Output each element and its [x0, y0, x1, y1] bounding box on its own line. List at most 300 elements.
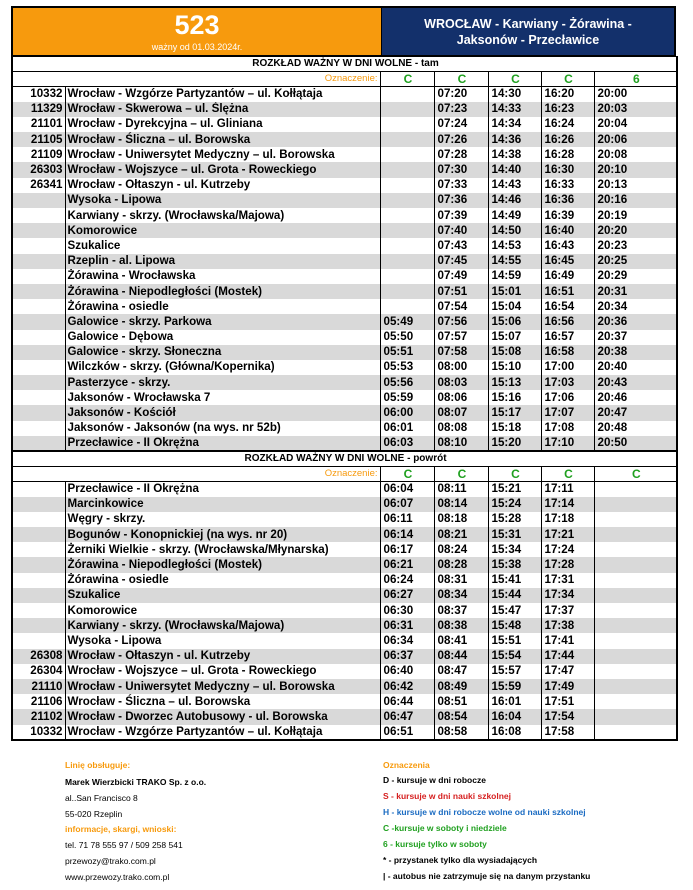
- stop-id: [12, 238, 65, 253]
- departure-time: 20:43: [594, 375, 677, 390]
- stop-id: [12, 390, 65, 405]
- stop-id: 21106: [12, 694, 65, 709]
- stop-name: Pasterzyce - skrzy.: [65, 375, 380, 390]
- departure-time: [594, 512, 677, 527]
- stop-name: Wrocław - Ołtaszyn - ul. Kutrzeby: [65, 649, 380, 664]
- stop-id: 21101: [12, 117, 65, 132]
- departure-time: 08:47: [434, 664, 488, 679]
- legend-item: | - autobus nie zatrzymuje się na danym przystanku: [383, 871, 591, 881]
- table-row: [12, 390, 677, 405]
- departure-time: 15:20: [488, 436, 541, 451]
- table-row: [12, 223, 677, 238]
- return-markers-row: [12, 467, 677, 482]
- departure-time: 16:49: [541, 269, 594, 284]
- legend-item: H - kursuje w dni robocze wolne od nauki szkolnej: [383, 807, 586, 817]
- run-code: C: [594, 467, 677, 482]
- table-row: [12, 633, 677, 648]
- departure-time: [594, 709, 677, 724]
- departure-time: 17:08: [541, 421, 594, 436]
- table-row: [12, 482, 677, 497]
- website-link[interactable]: www.przewozy.trako.com.pl: [65, 872, 170, 882]
- departure-time: [380, 299, 434, 314]
- departure-time: 06:51: [380, 725, 434, 740]
- departure-time: 15:06: [488, 314, 541, 329]
- departure-time: 06:00: [380, 405, 434, 420]
- departure-time: [380, 223, 434, 238]
- departure-time: 06:24: [380, 573, 434, 588]
- departure-time: 17:38: [541, 618, 594, 633]
- departure-time: 08:08: [434, 421, 488, 436]
- departure-time: 20:38: [594, 345, 677, 360]
- company-name: Marek Wierzbicki TRAKO Sp. z o.o.: [65, 777, 207, 787]
- departure-time: 06:14: [380, 527, 434, 542]
- departure-time: 20:16: [594, 193, 677, 208]
- departure-time: 17:37: [541, 603, 594, 618]
- departure-time: 16:45: [541, 254, 594, 269]
- timetable-sheet: [11, 6, 676, 741]
- stop-id: [12, 208, 65, 223]
- departure-time: 16:24: [541, 117, 594, 132]
- departure-time: 20:20: [594, 223, 677, 238]
- table-row: [12, 102, 677, 117]
- departure-time: 17:11: [541, 482, 594, 497]
- table-row: [12, 254, 677, 269]
- stop-name: Żerniki Wielkie - skrzy. (Wrocławska/Młynarska): [65, 542, 380, 557]
- departure-time: 07:36: [434, 193, 488, 208]
- departure-time: 16:28: [541, 147, 594, 162]
- departure-time: 15:47: [488, 603, 541, 618]
- stop-name: Wrocław - Dworzec Autobusowy - ul. Borowska: [65, 709, 380, 724]
- stop-name: Wilczków - skrzy. (Główna/Kopernika): [65, 360, 380, 375]
- departure-time: [380, 238, 434, 253]
- stop-name: Jaksonów - Jaksonów (na wys. nr 52b): [65, 421, 380, 436]
- stop-id: [12, 330, 65, 345]
- departure-time: 05:59: [380, 390, 434, 405]
- departure-time: 08:31: [434, 573, 488, 588]
- departure-time: 08:34: [434, 588, 488, 603]
- stop-name: Wrocław - Dyrekcyjna – ul. Gliniana: [65, 117, 380, 132]
- legend-item: 6 - kursuje tylko w soboty: [383, 839, 487, 849]
- departure-time: [594, 588, 677, 603]
- departure-time: 07:30: [434, 162, 488, 177]
- stop-name: Wrocław - Uniwersytet Medyczny – ul. Borowska: [65, 147, 380, 162]
- stop-name: Wysoka - Lipowa: [65, 193, 380, 208]
- table-row: [12, 269, 677, 284]
- legend-item: S - kursuje w dni nauki szkolnej: [383, 791, 512, 801]
- table-row: [12, 557, 677, 572]
- outbound-title: ROZKŁAD WAŻNY W DNI WOLNE - tam: [12, 57, 677, 72]
- departure-time: 15:18: [488, 421, 541, 436]
- departure-time: 06:04: [380, 482, 434, 497]
- stop-name: Karwiany - skrzy. (Wrocławska/Majowa): [65, 618, 380, 633]
- departure-time: 16:54: [541, 299, 594, 314]
- departure-time: 20:37: [594, 330, 677, 345]
- stop-name: Wrocław - Ślicznа – ul. Borowska: [65, 694, 380, 709]
- departure-time: 20:10: [594, 162, 677, 177]
- departure-time: 06:44: [380, 694, 434, 709]
- stop-name: Wrocław - Ślicznа – ul. Borowska: [65, 132, 380, 147]
- run-code: 6: [594, 72, 677, 87]
- departure-time: 15:21: [488, 482, 541, 497]
- stop-id: [12, 497, 65, 512]
- departure-time: 08:24: [434, 542, 488, 557]
- departure-time: 06:40: [380, 664, 434, 679]
- stop-id: [12, 360, 65, 375]
- table-row: [12, 405, 677, 420]
- departure-time: 07:57: [434, 330, 488, 345]
- departure-time: 06:03: [380, 436, 434, 451]
- departure-time: 17:51: [541, 694, 594, 709]
- departure-time: 08:10: [434, 436, 488, 451]
- run-code: C: [434, 467, 488, 482]
- departure-time: 20:03: [594, 102, 677, 117]
- table-row: [12, 588, 677, 603]
- stop-id: 10332: [12, 87, 65, 102]
- departure-time: 14:43: [488, 178, 541, 193]
- stop-id: [12, 254, 65, 269]
- departure-time: 20:47: [594, 405, 677, 420]
- stop-name: Żórawina - osiedle: [65, 299, 380, 314]
- table-row: [12, 208, 677, 223]
- departure-time: 17:24: [541, 542, 594, 557]
- departure-time: 17:34: [541, 588, 594, 603]
- table-row: [12, 314, 677, 329]
- stop-name: Rzeplin - al. Lipowa: [65, 254, 380, 269]
- departure-time: 16:58: [541, 345, 594, 360]
- return-title: ROZKŁAD WAŻNY W DNI WOLNE - powrót: [12, 451, 677, 467]
- departure-time: 08:58: [434, 725, 488, 740]
- departure-time: [594, 649, 677, 664]
- departure-time: [380, 162, 434, 177]
- departure-time: 17:07: [541, 405, 594, 420]
- departure-time: 16:01: [488, 694, 541, 709]
- departure-time: 07:24: [434, 117, 488, 132]
- departure-time: 15:38: [488, 557, 541, 572]
- stop-id: [12, 603, 65, 618]
- table-row: [12, 679, 677, 694]
- departure-time: 15:10: [488, 360, 541, 375]
- table-row: [12, 542, 677, 557]
- departure-time: 16:33: [541, 178, 594, 193]
- outbound-markers-row: [12, 72, 677, 87]
- table-row: [12, 238, 677, 253]
- stop-id: [12, 284, 65, 299]
- departure-time: 14:53: [488, 238, 541, 253]
- departure-time: 20:04: [594, 117, 677, 132]
- table-row: [12, 603, 677, 618]
- departure-time: 08:41: [434, 633, 488, 648]
- departure-time: 07:26: [434, 132, 488, 147]
- departure-time: 20:23: [594, 238, 677, 253]
- stop-name: Komorowice: [65, 223, 380, 238]
- departure-time: 16:40: [541, 223, 594, 238]
- departure-time: [380, 132, 434, 147]
- departure-time: 14:34: [488, 117, 541, 132]
- stop-name: Jaksonów - Wrocławska 7: [65, 390, 380, 405]
- stop-id: 11329: [12, 102, 65, 117]
- stop-id: [12, 512, 65, 527]
- return-section-title: [12, 451, 677, 467]
- departure-time: 16:23: [541, 102, 594, 117]
- departure-time: 16:56: [541, 314, 594, 329]
- route-title: WROCŁAW - Karwiany - Żórawina - Jaksonów - Przecławice: [382, 8, 674, 55]
- departure-time: 15:48: [488, 618, 541, 633]
- outbound-section-title: [12, 57, 677, 72]
- departure-time: 15:51: [488, 633, 541, 648]
- departure-time: 07:51: [434, 284, 488, 299]
- departure-time: 16:39: [541, 208, 594, 223]
- departure-time: 07:43: [434, 238, 488, 253]
- stop-name: Żórawina - Niepodległości (Mostek): [65, 284, 380, 299]
- stop-id: 21102: [12, 709, 65, 724]
- departure-time: 20:29: [594, 269, 677, 284]
- departure-time: 14:33: [488, 102, 541, 117]
- departure-time: 07:33: [434, 178, 488, 193]
- departure-time: [380, 284, 434, 299]
- departure-time: 07:40: [434, 223, 488, 238]
- stop-name: Żórawina - Wrocławska: [65, 269, 380, 284]
- departure-time: [594, 527, 677, 542]
- departure-time: 20:50: [594, 436, 677, 451]
- departure-time: [380, 178, 434, 193]
- legend-item: D - kursuje w dni robocze: [383, 775, 486, 785]
- departure-time: 05:49: [380, 314, 434, 329]
- departure-time: 08:37: [434, 603, 488, 618]
- run-code: C: [380, 467, 434, 482]
- email-link[interactable]: przewozy@trako.com.pl: [65, 856, 156, 866]
- departure-time: 20:31: [594, 284, 677, 299]
- run-code: C: [434, 72, 488, 87]
- departure-time: 16:08: [488, 725, 541, 740]
- departure-time: 16:36: [541, 193, 594, 208]
- departure-time: [594, 633, 677, 648]
- stop-id: [12, 405, 65, 420]
- stop-name: Węgry - skrzy.: [65, 512, 380, 527]
- stop-name: Wysoka - Lipowa: [65, 633, 380, 648]
- departure-time: 17:54: [541, 709, 594, 724]
- departure-time: [380, 208, 434, 223]
- departure-time: [594, 482, 677, 497]
- departure-time: 15:24: [488, 497, 541, 512]
- departure-time: 20:19: [594, 208, 677, 223]
- departure-time: [380, 102, 434, 117]
- departure-time: 07:23: [434, 102, 488, 117]
- departure-time: 14:36: [488, 132, 541, 147]
- departure-time: 20:40: [594, 360, 677, 375]
- departure-time: 15:41: [488, 573, 541, 588]
- departure-time: 17:47: [541, 664, 594, 679]
- departure-time: 17:03: [541, 375, 594, 390]
- departure-time: [594, 542, 677, 557]
- departure-time: 05:56: [380, 375, 434, 390]
- stop-name: Szukalice: [65, 588, 380, 603]
- departure-time: [594, 557, 677, 572]
- departure-time: 08:06: [434, 390, 488, 405]
- table-row: [12, 87, 677, 102]
- stop-id: [12, 618, 65, 633]
- departure-time: 07:45: [434, 254, 488, 269]
- departure-time: 06:21: [380, 557, 434, 572]
- departure-time: 16:26: [541, 132, 594, 147]
- departure-time: 15:31: [488, 527, 541, 542]
- run-code: C: [541, 72, 594, 87]
- departure-time: [380, 193, 434, 208]
- departure-time: 17:14: [541, 497, 594, 512]
- stop-name: Wrocław - Ołtaszyn - ul. Kutrzeby: [65, 178, 380, 193]
- departure-time: 14:46: [488, 193, 541, 208]
- departure-time: 15:13: [488, 375, 541, 390]
- run-code: C: [541, 467, 594, 482]
- table-row: [12, 694, 677, 709]
- departure-time: 14:50: [488, 223, 541, 238]
- departure-time: 06:31: [380, 618, 434, 633]
- departure-time: 15:57: [488, 664, 541, 679]
- departure-time: 20:00: [594, 87, 677, 102]
- stop-name: Karwiany - skrzy. (Wrocławska/Majowa): [65, 208, 380, 223]
- stop-name: Żórawina - Niepodległości (Mostek): [65, 557, 380, 572]
- stop-id: 26341: [12, 178, 65, 193]
- departure-time: [594, 573, 677, 588]
- stop-id: [12, 482, 65, 497]
- departure-time: 15:44: [488, 588, 541, 603]
- departure-time: 05:51: [380, 345, 434, 360]
- stop-id: 26303: [12, 162, 65, 177]
- stop-id: 26308: [12, 649, 65, 664]
- departure-time: 20:06: [594, 132, 677, 147]
- table-row: [12, 193, 677, 208]
- table-row: [12, 345, 677, 360]
- departure-time: 06:30: [380, 603, 434, 618]
- info-heading: informacje, skargi, wnioski:: [65, 824, 177, 834]
- departure-time: [594, 679, 677, 694]
- departure-time: 17:06: [541, 390, 594, 405]
- valid-from: ważny od 01.03.2024r.: [151, 42, 243, 52]
- line-badge: [13, 8, 382, 55]
- departure-time: 20:48: [594, 421, 677, 436]
- stop-id: 10332: [12, 725, 65, 740]
- departure-time: [380, 117, 434, 132]
- departure-time: 20:46: [594, 390, 677, 405]
- table-row: [12, 527, 677, 542]
- legend-heading: Oznaczenia: [383, 760, 430, 770]
- departure-time: 06:17: [380, 542, 434, 557]
- stop-name: Galowice - skrzy. Parkowa: [65, 314, 380, 329]
- departure-time: 20:34: [594, 299, 677, 314]
- departure-time: 08:11: [434, 482, 488, 497]
- stop-name: Wrocław - Wzgórze Partyzantów – ul. Kołłątaja: [65, 725, 380, 740]
- stop-id: [12, 299, 65, 314]
- stop-name: Galowice - Dębowa: [65, 330, 380, 345]
- departure-time: [380, 269, 434, 284]
- table-row: [12, 725, 677, 740]
- departure-time: 17:28: [541, 557, 594, 572]
- departure-time: 07:39: [434, 208, 488, 223]
- legend-item: * - przystanek tylko dla wysiadających: [383, 855, 538, 865]
- departure-time: 06:01: [380, 421, 434, 436]
- stop-name: Jaksonów - Kościół: [65, 405, 380, 420]
- departure-time: [594, 618, 677, 633]
- stop-name: Galowice - skrzy. Słoneczna: [65, 345, 380, 360]
- stop-id: [12, 527, 65, 542]
- table-row: [12, 330, 677, 345]
- departure-time: 06:34: [380, 633, 434, 648]
- stop-id: 21109: [12, 147, 65, 162]
- departure-time: 14:49: [488, 208, 541, 223]
- departure-time: 16:30: [541, 162, 594, 177]
- stop-name: Żórawina - osiedle: [65, 573, 380, 588]
- stop-name: Wrocław - Wzgórze Partyzantów – ul. Kołłątaja: [65, 87, 380, 102]
- departure-time: 15:54: [488, 649, 541, 664]
- table-row: [12, 664, 677, 679]
- departure-time: [380, 254, 434, 269]
- departure-time: [380, 87, 434, 102]
- stop-name: Marcinkowice: [65, 497, 380, 512]
- run-code: C: [488, 467, 541, 482]
- table-row: [12, 284, 677, 299]
- table-row: [12, 436, 677, 451]
- departure-time: 15:59: [488, 679, 541, 694]
- departure-time: 15:04: [488, 299, 541, 314]
- departure-time: 20:13: [594, 178, 677, 193]
- departure-time: 05:53: [380, 360, 434, 375]
- departure-time: 07:28: [434, 147, 488, 162]
- stop-name: Wrocław - Skwerowa – ul. Ślężna: [65, 102, 380, 117]
- stop-name: Wrocław - Wojszyce – ul. Grota - Roweckiego: [65, 664, 380, 679]
- marker-label: Oznaczenie:: [12, 72, 380, 87]
- table-row: [12, 162, 677, 177]
- stop-id: [12, 557, 65, 572]
- marker-label: Oznaczenie:: [12, 467, 380, 482]
- departure-time: 16:04: [488, 709, 541, 724]
- departure-time: 07:49: [434, 269, 488, 284]
- departure-time: 14:38: [488, 147, 541, 162]
- departure-time: 15:34: [488, 542, 541, 557]
- departure-time: [594, 694, 677, 709]
- departure-time: 17:49: [541, 679, 594, 694]
- stop-id: 21110: [12, 679, 65, 694]
- table-row: [12, 132, 677, 147]
- stop-name: Wrocław - Wojszyce – ul. Grota - Roweckiego: [65, 162, 380, 177]
- table-row: [12, 147, 677, 162]
- departure-time: [594, 664, 677, 679]
- stop-name: Bogunów - Konopnickiej (na wys. nr 20): [65, 527, 380, 542]
- departure-time: 16:43: [541, 238, 594, 253]
- stop-name: Komorowice: [65, 603, 380, 618]
- departure-time: 17:41: [541, 633, 594, 648]
- departure-time: 06:11: [380, 512, 434, 527]
- stop-id: [12, 633, 65, 648]
- stop-name: Wrocław - Uniwersytet Medyczny – ul. Borowska: [65, 679, 380, 694]
- departure-time: 14:30: [488, 87, 541, 102]
- departure-time: 08:14: [434, 497, 488, 512]
- run-code: C: [380, 72, 434, 87]
- departure-time: 07:56: [434, 314, 488, 329]
- departure-time: 15:28: [488, 512, 541, 527]
- table-row: [12, 360, 677, 375]
- table-row: [12, 512, 677, 527]
- stop-id: [12, 436, 65, 451]
- departure-time: 15:07: [488, 330, 541, 345]
- run-code: C: [488, 72, 541, 87]
- timetable-table: [11, 56, 678, 741]
- departure-time: 14:40: [488, 162, 541, 177]
- stop-name: Przecławice - II Okrężna: [65, 436, 380, 451]
- departure-time: 06:27: [380, 588, 434, 603]
- stop-id: [12, 573, 65, 588]
- departure-time: 08:07: [434, 405, 488, 420]
- stop-id: [12, 314, 65, 329]
- departure-time: 20:36: [594, 314, 677, 329]
